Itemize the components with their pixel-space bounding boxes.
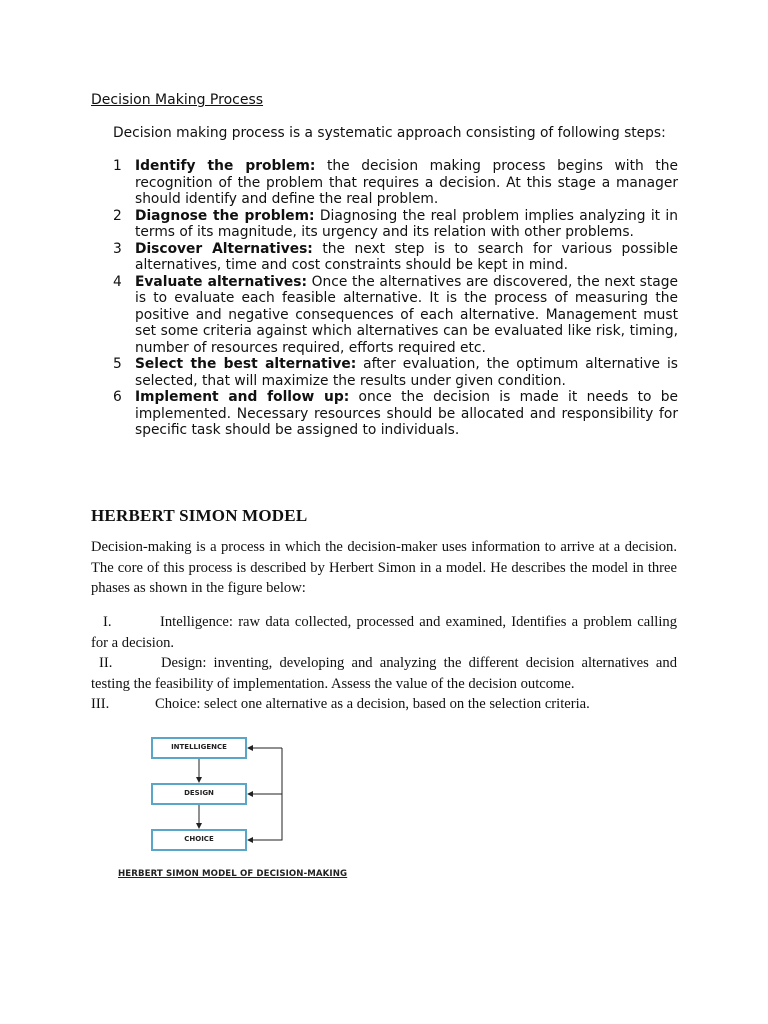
- list-item: [113, 158, 678, 208]
- model-description: Decision-making is a process in which the decision-maker uses information to arrive at a decision. The core of this process is described by Herbert Simon in a model. He describes the model in three phases as shown in the figure below:: [91, 539, 677, 596]
- phase-number: I.: [103, 614, 112, 630]
- phase-text: Choice: select one alternative as a decision, based on the selection criteria.: [155, 696, 590, 712]
- list-item: [113, 389, 678, 439]
- step-number: 1: [113, 158, 122, 174]
- step-term: Identify the problem:: [135, 158, 316, 174]
- step-term: Select the best alternative:: [135, 356, 357, 372]
- step-term: Discover Alternatives:: [135, 240, 313, 257]
- phase-item-choice: [91, 694, 677, 715]
- step-term: Implement and follow up:: [135, 389, 350, 405]
- step-text: after evaluation, the optimum alternative is selected, that will maximize the results under given condition.: [135, 356, 678, 389]
- step-text: Once the alternatives are discovered, the next stage is to evaluate each feasible alternative. It is the process of measuring the positive and negative consequences of each alternative. Management must set some criteria against which alternatives can be evaluated like risk, timing, number of resources required, efforts required etc.: [135, 273, 678, 356]
- box-choice: CHOICE: [151, 829, 247, 851]
- phase-number: III.: [91, 696, 110, 712]
- step-number: 2: [113, 207, 122, 224]
- phase-text: Design: inventing, developing and analyzing the different decision alternatives and testing the feasibility of implementation. Assess the value of the decision outcome.: [91, 655, 677, 692]
- phase-text: Intelligence: raw data collected, processed and examined, Identifies a problem calling for a decision.: [91, 614, 677, 651]
- step-number: 6: [113, 389, 122, 405]
- step-text: Diagnosing the real problem implies analyzing it in terms of its magnitude, its urgency and its relation with other problems.: [135, 207, 678, 240]
- list-item: [113, 208, 678, 241]
- phase-item-design: [91, 653, 677, 694]
- phase-item-intelligence: [91, 612, 677, 653]
- list-item: [113, 274, 678, 357]
- step-number: 3: [113, 240, 122, 257]
- box-design: DESIGN: [151, 783, 247, 805]
- list-item: [113, 241, 678, 274]
- step-text: the next step is to search for various possible alternatives, time and cost constraints should be kept in mind.: [135, 240, 678, 273]
- box-intelligence: INTELLIGENCE: [151, 737, 247, 759]
- steps-list: [113, 158, 678, 439]
- step-term: Diagnose the problem:: [135, 207, 315, 224]
- section-heading-decision-making-process: Decision Making Process: [91, 92, 264, 108]
- intro-text: Decision making process is a systematic approach consisting of following steps:: [113, 125, 666, 141]
- diagram-caption: HERBERT SIMON MODEL OF DECISION-MAKING: [118, 869, 348, 879]
- step-text: once the decision is made it needs to be implemented. Necessary resources should be allocated and responsibility for specific task should be assigned to individuals.: [135, 389, 678, 438]
- step-number: 4: [113, 273, 122, 290]
- step-number: 5: [113, 356, 122, 372]
- step-text: the decision making process begins with the recognition of the problem that requires a decision. At this stage a manager should identify and define the real problem.: [135, 158, 678, 207]
- section-heading-herbert-simon-model: HERBERT SIMON MODEL: [91, 506, 308, 525]
- step-term: Evaluate alternatives:: [135, 273, 307, 290]
- list-item: [113, 356, 678, 389]
- phase-number: II.: [99, 655, 113, 671]
